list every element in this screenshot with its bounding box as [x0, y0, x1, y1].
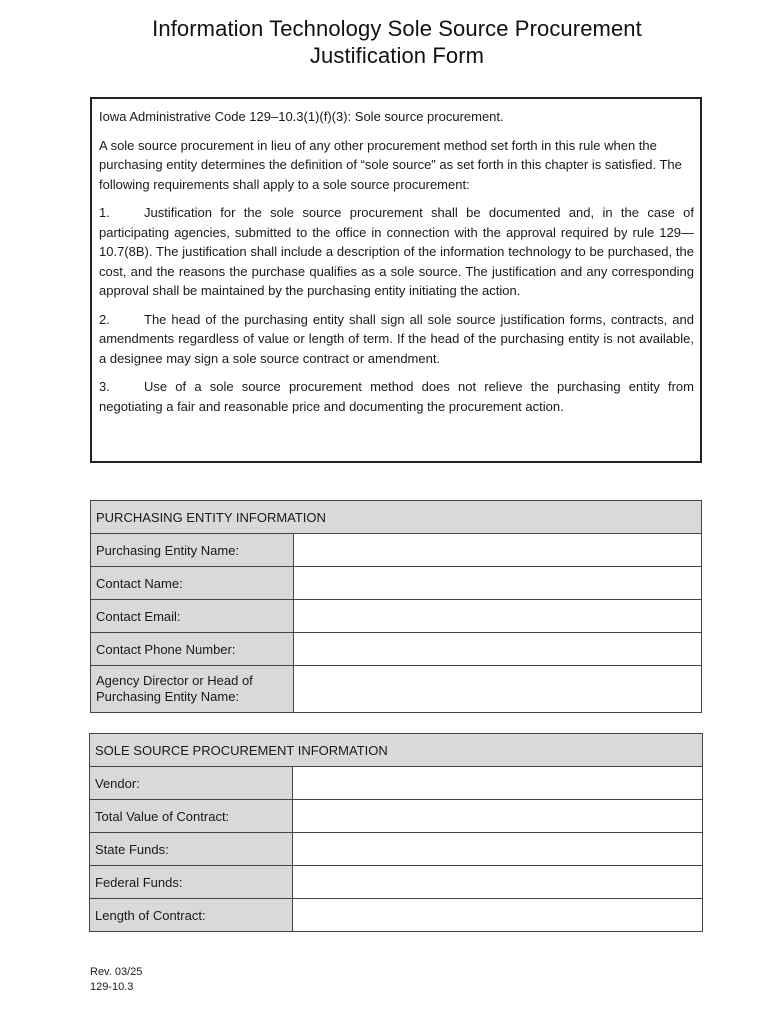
agency-director-label — [91, 666, 294, 713]
state-funds-field[interactable] — [293, 833, 703, 866]
federal-funds-field[interactable] — [293, 866, 703, 899]
agency-director-label-line-2: Purchasing Entity Name: — [96, 689, 240, 704]
rule-item-text: Use of a sole source procurement method does not relieve the purchasing entity from negotiating a fair and reasonable price and documenting the procurement action. — [99, 379, 694, 414]
sole-source-table — [89, 733, 703, 932]
contract-length-field[interactable] — [293, 899, 703, 932]
rule-item-2 — [99, 310, 694, 369]
form-title — [0, 15, 770, 69]
rule-item-number: 3. — [99, 379, 110, 394]
rule-text-box — [90, 97, 702, 463]
form-title-line-2: Justification Form — [309, 43, 485, 68]
contact-email-field[interactable] — [294, 600, 702, 633]
form-title-line-1: Information Technology Sole Source Procurement — [152, 16, 642, 41]
rule-code: 129-10.3 — [90, 981, 134, 993]
contact-phone-label: Contact Phone Number: — [91, 633, 294, 666]
agency-director-field[interactable] — [294, 666, 702, 713]
purchasing-entity-name-label: Purchasing Entity Name: — [91, 534, 294, 567]
revision-date: Rev. 03/25 — [90, 966, 143, 978]
state-funds-label: State Funds: — [90, 833, 293, 866]
contact-phone-field[interactable] — [294, 633, 702, 666]
rule-item-number: 1. — [99, 205, 110, 220]
agency-director-label-line-1: Agency Director or Head of — [96, 673, 253, 688]
total-value-field[interactable] — [293, 800, 703, 833]
rule-citation: Iowa Administrative Code 129–10.3(1)(f)(3): Sole source procurement. — [99, 109, 504, 124]
rule-item-text: Justification for the sole source procurement shall be documented and, in the case of participating agencies, submitted to the office in connection with the approval required by rule 129—10.7(8B). The justification shall include a description of the information technology to be purchased, the cost, and the reasons the purchase qualifies as a sole source. The justification and any corresponding approval shall be maintained by the purchasing entity initiating the action. — [99, 205, 694, 298]
contract-length-label: Length of Contract: — [90, 899, 293, 932]
contact-name-label: Contact Name: — [91, 567, 294, 600]
contact-name-field[interactable] — [294, 567, 702, 600]
rule-intro: A sole source procurement in lieu of any other procurement method set forth in this rule when the purchasing entity determines the definition of “sole source” as set forth in this chapter is satisfied. The following requirements shall apply to a sole source procurement: — [99, 137, 682, 192]
sole-source-header: SOLE SOURCE PROCUREMENT INFORMATION — [90, 734, 703, 767]
vendor-field[interactable] — [293, 767, 703, 800]
purchasing-entity-name-field[interactable] — [294, 534, 702, 567]
total-value-label: Total Value of Contract: — [90, 800, 293, 833]
federal-funds-label: Federal Funds: — [90, 866, 293, 899]
purchasing-entity-header: PURCHASING ENTITY INFORMATION — [91, 501, 702, 534]
footer — [90, 965, 142, 995]
rule-item-text: The head of the purchasing entity shall sign all sole source justification forms, contracts, and amendments regardless of value or length of term. If the head of the purchasing entity is not available, a designee may sign a sole source contract or amendment. — [99, 311, 694, 366]
purchasing-entity-table — [90, 500, 702, 713]
contact-email-label: Contact Email: — [91, 600, 294, 633]
rule-item-number: 2. — [99, 311, 110, 327]
vendor-label: Vendor: — [90, 767, 293, 800]
rule-item-1 — [99, 203, 694, 301]
rule-item-3 — [99, 377, 694, 416]
